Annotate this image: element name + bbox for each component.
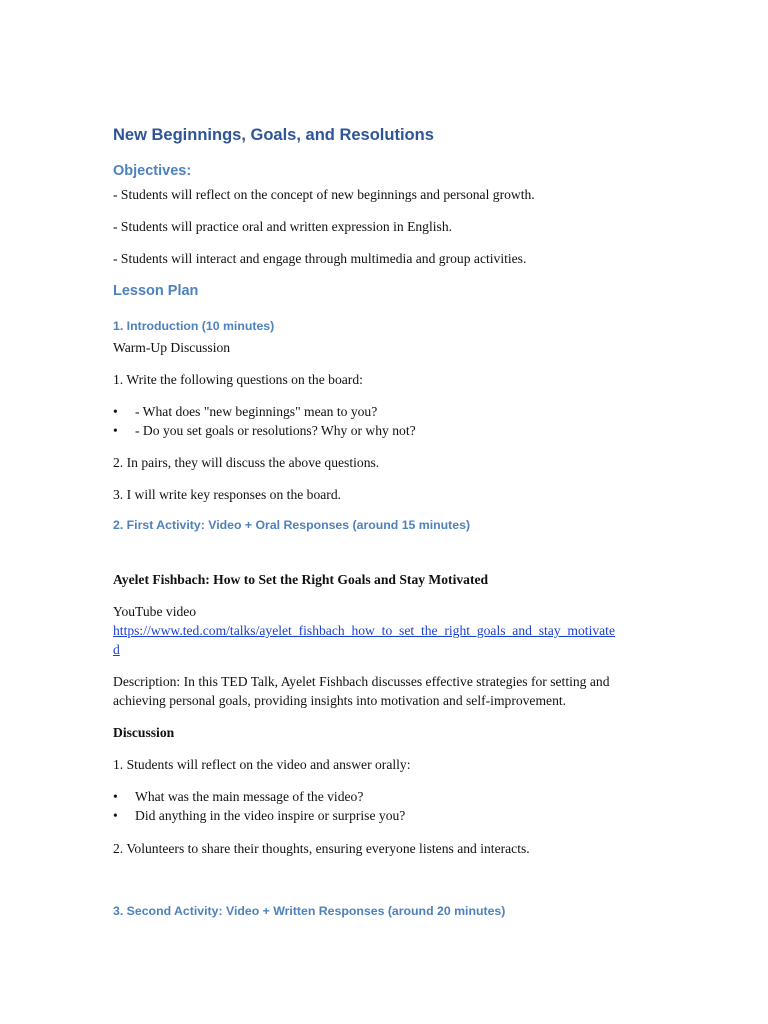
objective-item: - Students will interact and engage through multimedia and group activities. [113,251,527,266]
video-description: Description: In this TED Talk, Ayelet Fishbach discusses effective strategies for setting and [113,674,610,689]
intro-step-3: 3. I will write key responses on the board. [113,487,342,502]
second-activity-heading: 3. Second Activity: Video + Written Responses (around 20 minutes) [113,904,506,918]
list-item-text: - Do you set goals or resolutions? Why or why not? [135,423,416,438]
introduction-heading: 1. Introduction (10 minutes) [113,319,275,333]
first-activity-heading: 2. First Activity: Video + Oral Responses (around 15 minutes) [113,518,471,532]
discussion-step-1: 1. Students will reflect on the video and answer orally: [113,757,411,772]
video-link[interactable]: https://www.ted.com/talks/ayelet_fishbach_how_to_set_the_right_goals_and_stay_motivate [113,623,615,638]
bullet-icon: • [113,404,118,419]
bullet-icon: • [113,789,118,804]
discussion-step-2: 2. Volunteers to share their thoughts, ensuring everyone listens and interacts. [113,841,530,856]
objectives-heading: Objectives: [113,163,192,179]
bullet-icon: • [113,423,118,438]
list-item-text: - What does "new beginnings" mean to you? [135,404,378,419]
video-link-continuation[interactable]: d [113,642,120,657]
list-item-text: Did anything in the video inspire or surprise you? [135,808,406,823]
video-label: YouTube video [113,604,197,619]
intro-step-1: 1. Write the following questions on the board: [113,372,363,387]
video-title: Ayelet Fishbach: How to Set the Right Goals and Stay Motivated [113,572,489,587]
bullet-icon: • [113,808,118,823]
document-title: New Beginnings, Goals, and Resolutions [113,126,434,144]
discussion-heading: Discussion [113,725,175,740]
warm-up-subtitle: Warm-Up Discussion [113,340,231,355]
objective-item: - Students will practice oral and written expression in English. [113,219,453,234]
lesson-plan-heading: Lesson Plan [113,283,199,299]
objective-item: - Students will reflect on the concept of new beginnings and personal growth. [113,187,535,202]
video-description-continuation: achieving personal goals, providing insights into motivation and self-improvement. [113,693,567,708]
list-item-text: What was the main message of the video? [135,789,364,804]
intro-step-2: 2. In pairs, they will discuss the above questions. [113,455,380,470]
